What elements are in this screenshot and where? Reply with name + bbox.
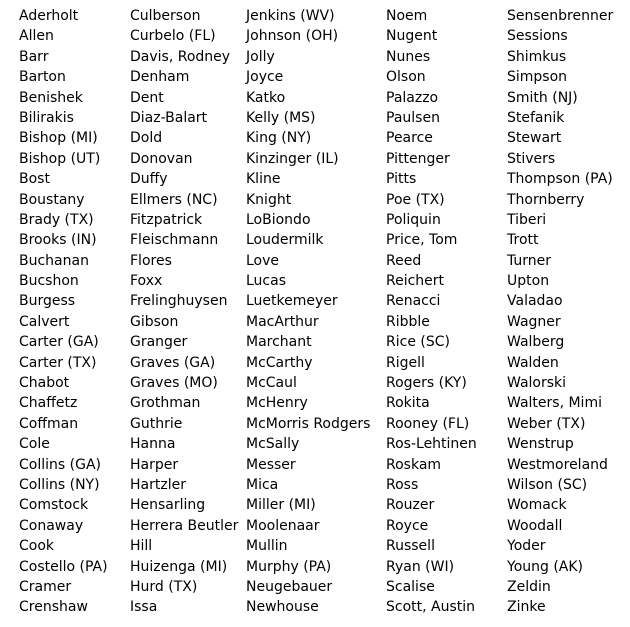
list-item: Price, Tom (386, 232, 458, 249)
list-item: Reed (386, 252, 422, 269)
list-item: Luetkemeyer (246, 293, 338, 310)
list-item: Mullin (246, 538, 288, 555)
list-item: Ross (386, 476, 419, 493)
list-item: Poliquin (386, 211, 441, 228)
list-item: Marchant (246, 334, 312, 351)
list-item: Flores (130, 252, 172, 269)
list-item: Wenstrup (507, 436, 574, 453)
list-item: Benishek (19, 89, 83, 106)
list-item: Sensenbrenner (507, 8, 614, 24)
list-item: Knight (246, 191, 292, 208)
list-item: McCaul (246, 375, 297, 392)
list-item: Granger (130, 334, 188, 351)
list-item: Conaway (19, 517, 84, 534)
list-item: Jolly (246, 48, 275, 65)
list-item: Brooks (IN) (19, 232, 97, 249)
list-item: Frelinghuysen (130, 293, 228, 310)
list-item: Pitts (386, 171, 417, 188)
list-item: Graves (MO) (130, 375, 218, 392)
list-item: Hensarling (130, 497, 206, 514)
list-item: Rice (SC) (386, 334, 450, 351)
list-item: Donovan (130, 150, 193, 167)
list-item: Mica (246, 476, 279, 493)
list-item: Renacci (386, 293, 441, 310)
list-item: Ros-Lehtinen (386, 436, 477, 453)
list-item: Davis, Rodney (130, 48, 231, 65)
list-item: Turner (507, 252, 552, 269)
list-item: Cook (19, 538, 55, 555)
list-item: Messer (246, 456, 296, 473)
list-item: Stivers (507, 150, 556, 167)
list-item: Russell (386, 538, 435, 555)
list-item: Womack (507, 497, 567, 514)
list-item: Neugebauer (246, 578, 333, 595)
list-item: Cramer (19, 578, 72, 595)
list-item: Nugent (386, 28, 438, 45)
list-item: Culberson (130, 8, 201, 24)
list-item: Cole (19, 436, 50, 453)
list-item: Dold (130, 130, 163, 147)
list-item: Ellmers (NC) (130, 191, 218, 208)
list-item: Collins (NY) (19, 476, 100, 493)
list-item: Barton (19, 69, 66, 86)
list-item: Kelly (MS) (246, 109, 316, 126)
list-item: Woodall (507, 517, 563, 534)
list-item: Fitzpatrick (130, 211, 203, 228)
list-item: Walberg (507, 334, 565, 351)
list-item: Buchanan (19, 252, 89, 269)
list-item: Brady (TX) (19, 211, 94, 228)
list-item: Bost (19, 171, 50, 188)
list-item: Olson (386, 69, 426, 86)
list-item: Denham (130, 69, 190, 86)
list-item: Zeldin (507, 578, 551, 595)
list-item: Kinzinger (IL) (246, 150, 339, 167)
list-item: Costello (PA) (19, 558, 108, 575)
name-column-3 (246, 6, 370, 618)
list-item: Westmoreland (507, 456, 608, 473)
list-item: Hartzler (130, 476, 186, 493)
list-item: Katko (246, 89, 286, 106)
list-item: Scott, Austin (386, 599, 476, 616)
list-item: Simpson (507, 69, 568, 86)
list-item: Scalise (386, 578, 435, 595)
list-item: LoBiondo (246, 211, 311, 228)
list-item: Shimkus (507, 48, 567, 65)
list-item: Lucas (246, 273, 286, 290)
list-item: Moolenaar (246, 517, 320, 534)
list-item: Newhouse (246, 599, 319, 616)
list-item: Calvert (19, 313, 70, 330)
list-item: Walters, Mimi (507, 395, 602, 412)
list-item: Wilson (SC) (507, 476, 588, 493)
list-item: Bishop (UT) (19, 150, 101, 167)
list-item: Rigell (386, 354, 425, 371)
list-item: Rogers (KY) (386, 375, 467, 392)
list-item: Bilirakis (19, 109, 74, 126)
list-item: Gibson (130, 313, 179, 330)
list-item: McCarthy (246, 354, 313, 371)
list-item: Sessions (507, 28, 568, 45)
list-item: Thornberry (507, 191, 585, 208)
name-list (0, 6, 630, 621)
list-item: Ryan (WI) (386, 558, 455, 575)
list-item: Burgess (19, 293, 76, 310)
list-item: Bucshon (19, 273, 79, 290)
list-item: Jenkins (WV) (246, 8, 335, 24)
list-item: Pittenger (386, 150, 450, 167)
list-item: Walorski (507, 375, 567, 392)
list-item: Royce (386, 517, 429, 534)
list-item: Bishop (MI) (19, 130, 98, 147)
list-item: King (NY) (246, 130, 312, 147)
list-item: Paulsen (386, 109, 440, 126)
list-item: Wagner (507, 313, 561, 330)
list-item: Coffman (19, 415, 79, 432)
list-item: Fleischmann (130, 232, 219, 249)
list-item: Graves (GA) (130, 354, 216, 371)
list-item: Smith (NJ) (507, 89, 578, 106)
list-item: Walden (507, 354, 559, 371)
name-column-2 (130, 6, 238, 618)
list-item: Boustany (19, 191, 85, 208)
list-item: Yoder (507, 538, 546, 555)
list-item: Rouzer (386, 497, 435, 514)
list-item: Murphy (PA) (246, 558, 332, 575)
list-item: Kline (246, 171, 281, 188)
list-item: Herrera Beutler (130, 517, 239, 534)
name-column-4 (386, 6, 477, 618)
list-item: Nunes (386, 48, 431, 65)
list-item: Valadao (507, 293, 563, 310)
list-item: Carter (GA) (19, 334, 99, 351)
list-item: Huizenga (MI) (130, 558, 228, 575)
list-item: Duffy (130, 171, 168, 188)
list-item: Carter (TX) (19, 354, 97, 371)
list-item: Hurd (TX) (130, 578, 198, 595)
list-item: Issa (130, 599, 158, 616)
list-item: Comstock (19, 497, 89, 514)
list-item: Chabot (19, 375, 70, 392)
list-item: Stefanik (507, 109, 565, 126)
list-item: Joyce (246, 69, 284, 86)
list-item: Love (246, 252, 280, 269)
list-item: Foxx (130, 273, 163, 290)
list-item: Stewart (507, 130, 562, 147)
list-item: Trott (507, 232, 539, 249)
list-item: Hill (130, 538, 153, 555)
list-item: Curbelo (FL) (130, 28, 216, 45)
list-item: Barr (19, 48, 49, 65)
list-item: Thompson (PA) (507, 171, 613, 188)
list-item: Roskam (386, 456, 442, 473)
list-item: Harper (130, 456, 179, 473)
list-item: Hanna (130, 436, 176, 453)
list-item: Grothman (130, 395, 201, 412)
name-column-5 (507, 6, 613, 618)
name-column-1 (19, 6, 108, 618)
list-item: Aderholt (19, 8, 79, 24)
list-item: Diaz-Balart (130, 109, 208, 126)
list-item: McSally (246, 436, 300, 453)
list-item: Ribble (386, 313, 430, 330)
list-item: McHenry (246, 395, 308, 412)
list-item: Rooney (FL) (386, 415, 470, 432)
list-item: Crenshaw (19, 599, 88, 616)
list-item: Zinke (507, 599, 546, 616)
list-item: Pearce (386, 130, 433, 147)
list-item: Upton (507, 273, 550, 290)
list-item: Poe (TX) (386, 191, 445, 208)
list-item: Palazzo (386, 89, 439, 106)
list-item: McMorris Rodgers (246, 415, 371, 432)
list-item: Reichert (386, 273, 445, 290)
list-item: Guthrie (130, 415, 183, 432)
list-item: Young (AK) (507, 558, 584, 575)
list-item: Weber (TX) (507, 415, 586, 432)
list-item: Loudermilk (246, 232, 324, 249)
list-item: Miller (MI) (246, 497, 316, 514)
list-item: Allen (19, 28, 54, 45)
list-item: Chaffetz (19, 395, 78, 412)
list-item: Noem (386, 8, 428, 24)
list-item: Dent (130, 89, 164, 106)
list-item: Johnson (OH) (246, 28, 339, 45)
list-item: MacArthur (246, 313, 319, 330)
list-item: Tiberi (507, 211, 547, 228)
list-item: Collins (GA) (19, 456, 101, 473)
list-item: Rokita (386, 395, 430, 412)
